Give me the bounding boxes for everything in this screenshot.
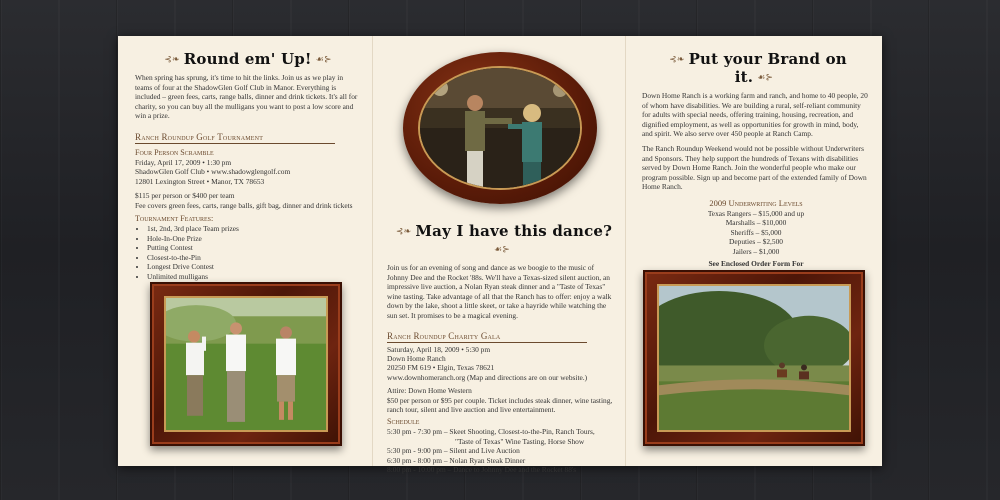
- list-item: • Unlimited mulligans: [147, 272, 361, 282]
- ornament-right-icon: ☙⊱: [315, 55, 332, 65]
- sponsor-heading: [642, 50, 870, 86]
- sponsor-para-2: The Ranch Roundup Weekend would not be possible without Underwriters and Sponsors. They help support the hundreds of Texans with disabilities served by Down Home Ranch. Join the wonderful people who make our program possible. Sign up and become part of the extended family of Down Home Ranch.: [642, 143, 867, 192]
- gala-content: [387, 222, 617, 474]
- golf-features-list: [135, 224, 361, 282]
- ornament-left-icon: ⊰❧: [395, 227, 412, 237]
- ornament-left-icon: ⊰❧: [669, 55, 685, 65]
- golf-intro: When spring has sprung, it's time to hit the links. Join us as we play in teams of four at the ShadowGlen Golf Club in Manor. Everything is included – green fees, carts, range balls, dinner and drink tickets. It's all for charity, so you can buy all the mulligans you want to post a low score and win a prize.: [135, 73, 358, 121]
- golf-address: 12801 Lexington Street • Manor, TX 78653: [135, 176, 265, 186]
- golf-format: Four Person Scramble: [135, 147, 214, 157]
- ornament-right-icon: ☙⊱: [757, 73, 774, 83]
- golf-venue: ShadowGlen Golf Club • www.shadowglengolf.com: [135, 167, 291, 177]
- panel-gala: [372, 36, 626, 475]
- panel-sponsorship: [627, 36, 882, 466]
- gala-address: 20250 FM 619 • Elgin, Texas 78621: [387, 363, 495, 373]
- gala-web: www.downhomeranch.org (Map and directions are on our website.): [387, 372, 588, 382]
- golf-features-title: Tournament Features:: [135, 214, 214, 223]
- golf-photo: [164, 296, 328, 432]
- list-item: Deputies – $2,500: [729, 237, 783, 247]
- schedule-row: 8:00 pm - 10:00 pm – Dance to Johnny Dee and the Rocket 88's: [387, 465, 577, 475]
- sponsor-para-1: Down Home Ranch is a working farm and ranch, and home to 40 people, 20 of whom have disabilities. We are building a rural, self-reliant community for adults with special needs, offering training, housing, recreation, and dignified employment, as well as opportunities for growth in mind, body, and spirit. We also serve over 450 people at Ranch Camp.: [642, 91, 868, 139]
- golf-photo-frame: [150, 282, 342, 446]
- levels-list: [642, 209, 870, 256]
- list-item: Texas Rangers – $15,000 and up: [707, 208, 805, 218]
- list-item: • Longest Drive Contest: [147, 262, 361, 272]
- schedule-row: 5:30 pm - 7:30 pm – Skeet Shooting, Closest-to-the-Pin, Ranch Tours,: [387, 427, 595, 437]
- golf-heading-text: Round em' Up!: [183, 50, 312, 68]
- levels-title: 2009 Underwriting Levels: [709, 197, 803, 208]
- golf-fee-note: Fee covers green fees, carts, range balls, gift bag, dinner and drink tickets: [135, 200, 353, 210]
- enclosed-note-1: See Enclosed Order Form For: [708, 258, 804, 268]
- golf-heading: [135, 50, 361, 68]
- gala-schedule-title: Schedule: [387, 417, 420, 427]
- list-item: Marshalls – $10,000: [725, 218, 787, 228]
- gala-venue: Down Home Ranch: [387, 353, 446, 363]
- sponsor-heading-text: Put your Brand on it.: [688, 50, 847, 86]
- gala-event-title: Ranch Roundup Charity Gala: [387, 331, 587, 343]
- list-item: Jailers – $1,000: [732, 246, 780, 256]
- gala-date: Saturday, April 18, 2009 • 5:30 pm: [387, 344, 491, 354]
- gala-attire: Attire: Down Home Western: [387, 386, 472, 396]
- list-item: • Closest-to-the-Pin: [147, 253, 361, 263]
- ornament-left-icon: ⊰❧: [164, 55, 180, 65]
- schedule-row: 5:30 pm - 9:00 pm – Silent and Live Auction: [387, 446, 520, 456]
- horses-photo: [657, 284, 851, 432]
- list-item: Sheriffs – $5,000: [730, 227, 782, 237]
- gala-intro: Join us for an evening of song and dance as we boogie to the music of Johnny Dee and the Rocket '88s. We'll have a Texas-sized silent auction, an impressive live auction, a Nolan Ryan steak dinner and a "Taste of Texas" wine tasting. Take advantage of all that the Ranch has to offer: enjoy a walk down by the lake, shoot a little skeet, or take a hayride while watching the sun set. It promises to be a magical evening.: [387, 263, 612, 320]
- list-item: • 1st, 2nd, 3rd place Team prizes: [147, 224, 361, 234]
- gala-heading-text: May I have this dance?: [415, 222, 613, 240]
- dance-photo: [418, 66, 582, 190]
- schedule-row: 6:30 pm - 8:00 pm – Nolan Ryan Steak Dinner: [387, 455, 526, 465]
- list-item: • Hole-In-One Prize: [147, 234, 361, 244]
- ornament-right-icon: ☙⊱: [493, 245, 510, 255]
- panel-golf: [118, 36, 371, 466]
- schedule-row: "Taste of Texas" Wine Tasting, Horse Show: [455, 436, 585, 446]
- dance-photo-frame: [403, 52, 597, 204]
- golf-price: $115 per person or $400 per team: [135, 191, 235, 201]
- golf-event-title: Ranch Roundup Golf Tournament: [135, 132, 335, 144]
- brochure: [118, 36, 882, 475]
- list-item: • Putting Contest: [147, 243, 361, 253]
- golf-date: Friday, April 17, 2009 • 1:30 pm: [135, 157, 232, 167]
- horses-photo-frame: [643, 270, 865, 446]
- gala-heading: [387, 222, 617, 258]
- gala-price: $50 per person or $95 per couple. Ticket includes steak dinner, wine tasting, ranch tour, silent and live auction and live entertainment.: [387, 395, 613, 414]
